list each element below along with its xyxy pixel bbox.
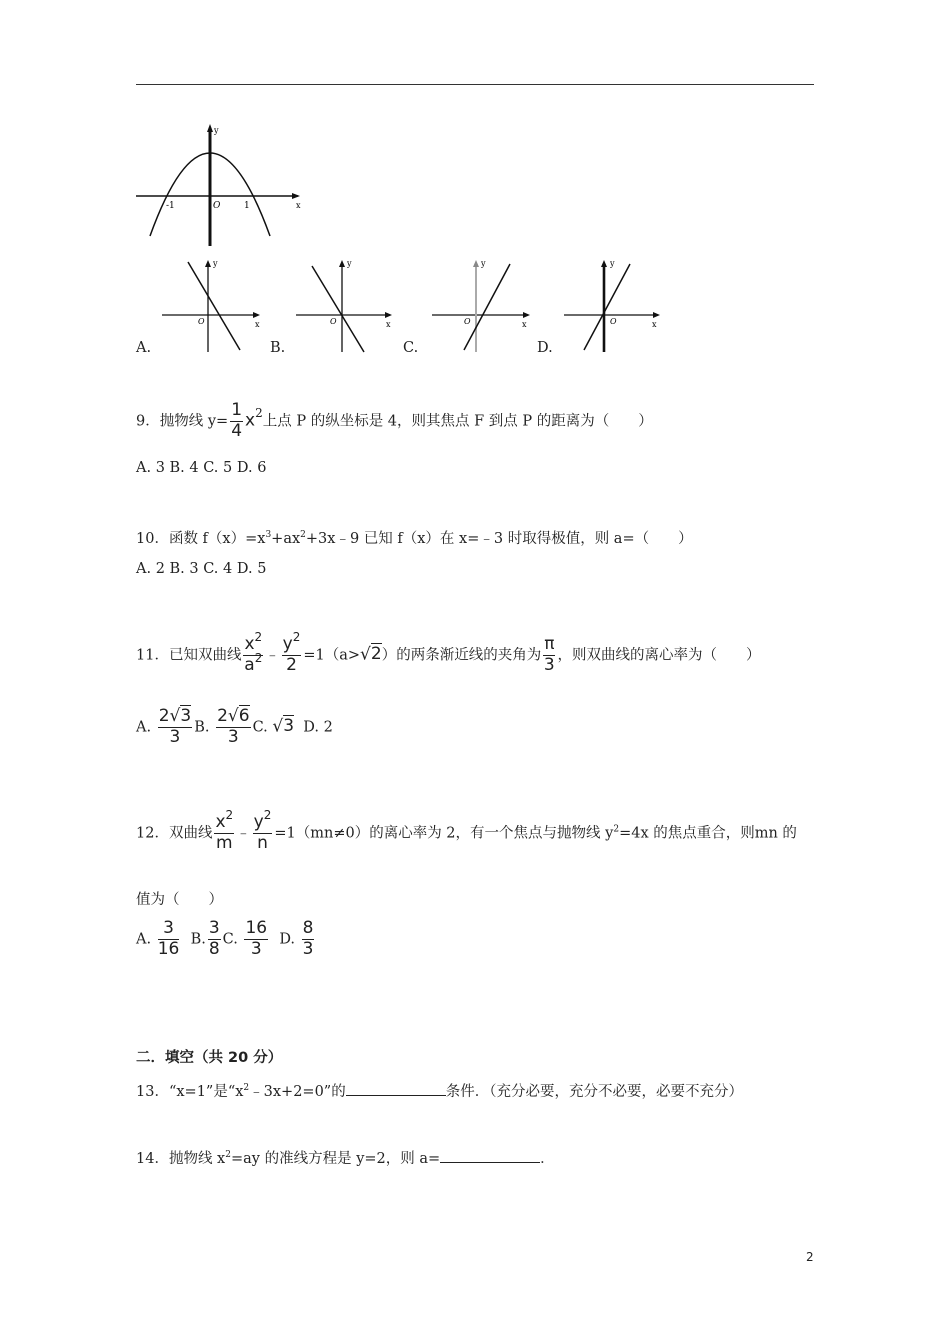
y-axis-arrow <box>207 124 213 132</box>
q10-text3: +3x﹣9 已知 f（x）在 x=﹣3 时取得极值，则 a=（ ） <box>305 531 693 547</box>
q9-var: x <box>245 410 256 431</box>
line-c <box>464 264 510 350</box>
q12-fraction-2 <box>253 808 273 853</box>
q11-opt-d: D. 2 <box>303 719 333 736</box>
q10-options: A. 2 B. 3 C. 4 D. 5 <box>136 561 267 577</box>
q12-line2: 值为（ ） <box>136 892 223 908</box>
q11-b-value: $\frac{2√6}{3}$ <box>217 706 250 747</box>
q12-text2: =4x 的焦点重合，则mn 的 <box>619 825 797 842</box>
q12-f1-num-exp: 2 <box>225 808 234 822</box>
q12-f2-num: y <box>253 812 264 832</box>
option-d-graph <box>560 256 670 356</box>
section-2-title: 二．填空（共 20 分） <box>136 1050 283 1066</box>
q11-f2-num: y <box>282 634 293 654</box>
q11-a-rad: 3 <box>180 706 192 726</box>
q14-sup1: 2 <box>225 1150 231 1161</box>
q13-answer-blank[interactable] <box>346 1081 446 1096</box>
axis-x-label-b: x <box>386 320 391 329</box>
q12-a-num: 3 <box>158 920 180 940</box>
q11-a-coef: 2 <box>158 706 170 726</box>
option-d-label: D. <box>537 340 553 356</box>
q14-text3: ． <box>540 1151 555 1167</box>
graph-y-label: y <box>214 126 219 135</box>
q11-b-rad: 6 <box>238 706 250 726</box>
q11-a-value: $\frac{2√3}{3}$ <box>158 706 192 747</box>
line-b <box>312 266 364 352</box>
option-a-graph <box>158 256 268 356</box>
q14-answer-blank[interactable] <box>440 1148 540 1163</box>
header-rule <box>136 84 814 85</box>
axis-y-label-b: y <box>347 259 352 268</box>
q11-suffix: ，则双曲线的离心率为（ ） <box>557 647 761 664</box>
q12-f2-num-exp: 2 <box>263 808 272 822</box>
q11-pi-den: 3 <box>543 654 555 675</box>
q12-a-den: 16 <box>157 938 180 959</box>
origin-b: O <box>330 317 337 326</box>
q12-b-den: 8 <box>208 938 220 959</box>
origin-a: O <box>198 317 205 326</box>
q12-opt-a: A. <box>136 931 152 948</box>
q10-text2: +ax <box>271 531 301 547</box>
q11-a-den: 3 <box>169 726 181 747</box>
axis-y-label-a: y <box>213 259 218 268</box>
q13-text1: 13．“x=1”是“x <box>136 1084 244 1100</box>
q12-a-value <box>158 920 180 959</box>
option-a-label: A. <box>136 340 152 356</box>
graph-origin: O <box>213 201 221 211</box>
q12-c-num: 16 <box>245 918 268 938</box>
q9-options: A. 3 B. 4 C. 5 D. 6 <box>136 460 267 476</box>
q11-b-coef: 2 <box>217 706 228 726</box>
q12-sup1: 2 <box>613 824 620 835</box>
tick-neg1: -1 <box>166 201 175 211</box>
q12-f1-den: m <box>216 832 233 853</box>
q11-sqrt-val: 2 <box>370 644 382 665</box>
q11-opt-c: C. <box>252 719 268 736</box>
option-c-graph <box>428 256 538 356</box>
q12-f2-den: n <box>257 832 268 853</box>
q11-b-den: 3 <box>227 726 239 747</box>
question-14 <box>136 1147 555 1168</box>
q11-f1-den: a <box>244 654 255 675</box>
q9-frac-den: 4 <box>231 420 243 441</box>
q11-c-value: √3 <box>272 716 295 737</box>
option-b-label: B. <box>270 340 286 356</box>
question-12 <box>136 808 797 853</box>
q10-sup1: 3 <box>265 530 272 541</box>
question-11 <box>136 630 761 675</box>
axis-x-label-c: x <box>522 320 527 329</box>
page-number: 2 <box>806 1250 814 1264</box>
q12-d-num: 8 <box>302 918 314 938</box>
q9-prefix: 9．抛物线 y= <box>136 413 229 430</box>
q12-fraction-1 <box>214 808 234 853</box>
x-axis-arrow <box>292 193 300 199</box>
graph-x-label: x <box>296 201 301 210</box>
q11-opt-a: A. <box>136 719 152 736</box>
axis-y-label-d: y <box>610 259 615 268</box>
origin-c: O <box>464 317 471 326</box>
q12-prefix: 12．双曲线 <box>136 825 213 842</box>
q9-frac-num: 1 <box>231 400 243 420</box>
question-10 <box>136 527 693 548</box>
q11-minus: ﹣ <box>265 647 280 664</box>
q11-mid: =1（a> <box>303 647 361 664</box>
q11-f2-num-exp: 2 <box>292 630 301 644</box>
question-13 <box>136 1080 743 1101</box>
q11-f1-num: x <box>244 634 255 654</box>
q12-c-den: 3 <box>250 938 262 959</box>
q14-text2: =ay 的准线方程是 y=2，则 a= <box>230 1151 441 1167</box>
axis-x-label-d: x <box>652 320 657 329</box>
q11-prefix: 11．已知双曲线 <box>136 647 242 664</box>
q12-d-value <box>302 920 315 959</box>
q12-f1-num: x <box>215 812 226 832</box>
q12-options <box>136 920 316 959</box>
q9-suffix: 上点 P 的纵坐标是 4，则其焦点 F 到点 P 的距离为（ ） <box>262 413 653 430</box>
q12-opt-d: D. <box>279 931 296 948</box>
q12-opt-b: B. <box>190 931 206 948</box>
q11-f2-den: 2 <box>286 654 297 675</box>
option-c-label: C. <box>403 340 419 356</box>
q11-f1-den-exp: 2 <box>254 650 263 665</box>
q11-pi-num: π <box>544 634 555 654</box>
q12-minus: ﹣ <box>236 825 251 842</box>
option-b-graph <box>292 256 402 356</box>
q12-d-den: 3 <box>302 938 314 959</box>
axis-x-label-a: x <box>255 320 260 329</box>
q11-fraction-1 <box>243 630 263 675</box>
q9-exp: 2 <box>255 406 263 421</box>
q11-f1-num-exp: 2 <box>254 630 263 644</box>
q12-b-num: 3 <box>208 918 220 938</box>
q11-fraction-2 <box>282 630 302 675</box>
q11-pi-fraction <box>543 636 555 675</box>
axis-y-label-c: y <box>481 259 486 268</box>
q11-sqrt: √2 <box>360 644 382 665</box>
q13-text2: ﹣3x+2=0”的 <box>249 1084 346 1100</box>
q12-text1: =1（mn≠0）的离心率为 2，有一个焦点与抛物线 y <box>274 825 614 842</box>
q13-text3: 条件．（充分必要，充分不必要，必要不充分） <box>445 1084 743 1100</box>
q13-sup1: 2 <box>243 1083 250 1094</box>
q11-opt-b: B. <box>194 719 210 736</box>
q11-options <box>136 708 333 747</box>
q10-sup2: 2 <box>300 530 306 541</box>
q10-text1: 10．函数 f（x）=x <box>136 531 266 547</box>
q11-c-rad: 3 <box>283 716 295 737</box>
q14-text1: 14．抛物线 x <box>136 1151 226 1167</box>
q9-fraction <box>230 402 243 441</box>
q12-c-value <box>244 920 268 959</box>
question-9 <box>136 402 653 441</box>
line-a <box>188 262 240 350</box>
q11-mid2: ）的两条渐近线的夹角为 <box>381 647 542 664</box>
tick-pos1: 1 <box>244 201 250 211</box>
line-d <box>584 264 630 350</box>
q12-opt-c: C. <box>222 931 238 948</box>
origin-d: O <box>610 317 617 326</box>
parabola-graph <box>130 118 310 250</box>
q12-b-value <box>208 920 221 959</box>
